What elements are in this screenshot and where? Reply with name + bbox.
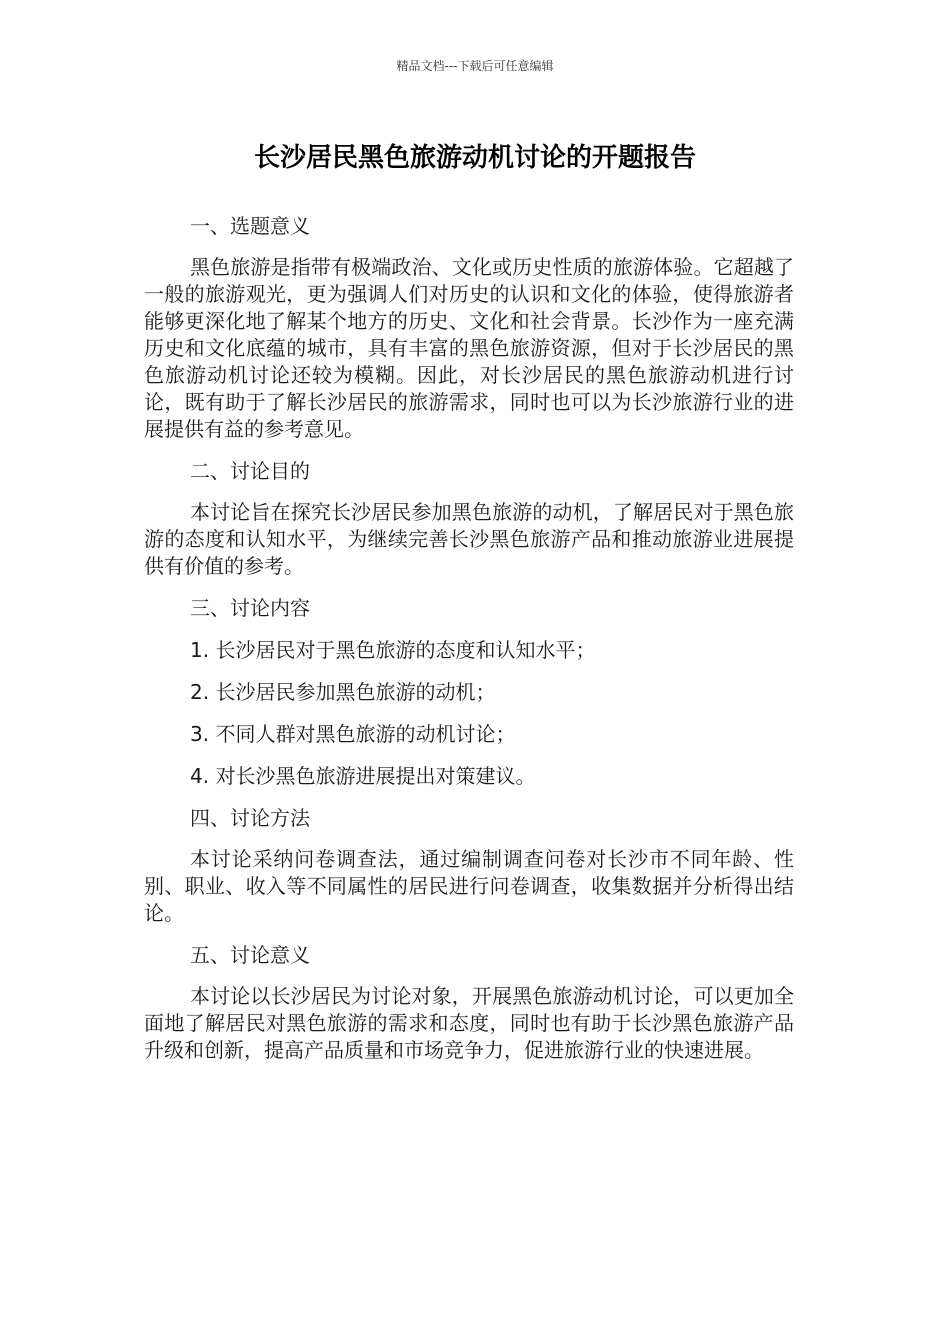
section-heading-value: 五、讨论意义 xyxy=(190,943,310,967)
section-heading-content: 三、讨论内容 xyxy=(190,596,310,620)
section-paragraph: 黑色旅游是指带有极端政治、文化或历史性质的旅游体验。它超越了一般的旅游观光，更为强调人们对历史的认识和文化的体验，使得旅游者能够更深化地了解某个地方的历史、文化和社会背景。长沙作为一座充满历史和文化底蕴的城市，具有丰富的黑色旅游资源，但对于长沙居民的黑色旅游动机讨论还较为模糊。因此，对长沙居民的黑色旅游动机进行讨论，既有助于了解长沙居民的旅游需求，同时也可以为长沙旅游行业的进展提供有益的参考意见。 xyxy=(144,255,794,441)
section-heading-significance: 一、选题意义 xyxy=(190,214,310,238)
section-paragraph: 本讨论以长沙居民为讨论对象，开展黑色旅游动机讨论，可以更加全面地了解居民对黑色旅游的需求和态度，同时也有助于长沙黑色旅游产品升级和创新，提高产品质量和市场竞争力，促进旅游行业的快速进展。 xyxy=(144,984,794,1062)
section-heading-purpose: 二、讨论目的 xyxy=(190,459,310,483)
list-item: 3. 不同人群对黑色旅游的动机讨论； xyxy=(190,722,516,746)
document-title: 长沙居民黑色旅游动机讨论的开题报告 xyxy=(253,143,696,173)
list-item: 2. 长沙居民参加黑色旅游的动机； xyxy=(190,680,496,704)
section-paragraph: 本讨论采纳问卷调查法，通过编制调查问卷对长沙市不同年龄、性别、职业、收入等不同属性的居民进行问卷调查，收集数据并分析得出结论。 xyxy=(144,847,794,925)
section-paragraph: 本讨论旨在探究长沙居民参加黑色旅游的动机，了解居民对于黑色旅游的态度和认知水平，为继续完善长沙黑色旅游产品和推动旅游业进展提供有价值的参考。 xyxy=(144,500,794,578)
section-heading-method: 四、讨论方法 xyxy=(190,806,310,830)
page-header: 精品文档---下载后可任意编辑 xyxy=(396,59,554,73)
list-item: 1. 长沙居民对于黑色旅游的态度和认知水平； xyxy=(190,638,596,662)
document-body xyxy=(144,212,794,1078)
list-item: 4. 对长沙黑色旅游进展提出对策建议。 xyxy=(190,764,536,788)
